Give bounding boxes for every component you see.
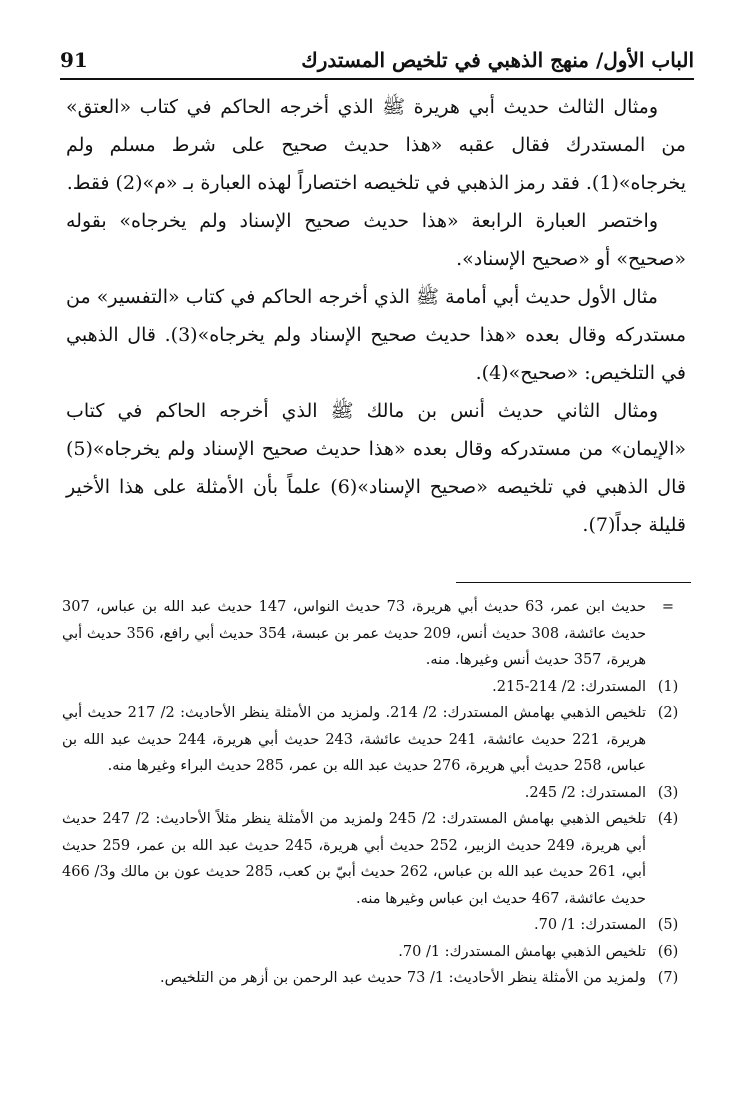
paragraph-first-example: مثال الأول حديث أبي أمامة ﷺ الذي أخرجه الحاكم في كتاب «التفسير» من مستدركه وقال بعده «هذا حديث صحيح الإسناد ولم يخرجاه»(3). قال الذهبي في التلخيص: «صحيح»(4).: [66, 286, 687, 384]
footnote-marker: (7): [657, 970, 679, 986]
footnote-marker: (3): [657, 784, 679, 801]
main-text: [66, 88, 686, 544]
footnote-3: [62, 780, 690, 807]
footnote-marker: (1): [657, 678, 679, 695]
footnotes: [62, 594, 690, 992]
footnote-1: [62, 674, 690, 701]
footnote-2: [62, 700, 690, 780]
footnote-marker: (5): [657, 917, 679, 933]
footnote-marker: (2): [657, 705, 679, 721]
running-header: [60, 40, 694, 80]
footnote-text: ولمزيد من الأمثلة ينظر الأحاديث: 1/ 73 حديث عبد الرحمن بن أزهر من التلخيص.: [160, 970, 646, 986]
footnote-continuation: [62, 594, 690, 674]
footnote-4: [62, 806, 690, 912]
footnote-divider: [456, 582, 691, 583]
footnote-text: تلخيص الذهبي بهامش المستدرك: 2/ 245 ولمزيد من الأمثلة ينظر مثلاً الأحاديث: 2/ 247 حديث أبي هريرة، 249 حديث الزبير، 252 حديث أبي هريرة، 245 حديث عبد الله بن عمر، 259 حديث أبي، 261 حديث عبد الله بن عباس، 262 حديث أبيّ بن كعب، 285 حديث عون بن مالك و3/ 466 حديث عائشة، 467 حديث ابن عباس وغيرها منه.: [62, 811, 646, 907]
footnote-text: تلخيص الذهبي بهامش المستدرك: 1/ 70.: [398, 943, 646, 960]
page-number: 91: [60, 48, 88, 72]
footnote-5: [62, 912, 690, 939]
paragraph-second-example: ومثال الثاني حديث أنس بن مالك ﷺ الذي أخرجه الحاكم في كتاب «الإيمان» من مستدركه وقال بعده «هذا حديث صحيح الإسناد ولم يخرجاه»(5) قال الذهبي في تلخيصه «صحيح الإسناد»(6) علماً بأن الأمثلة على هذا الأخير قليلة جداً(7).: [66, 400, 686, 536]
footnote-marker: (4): [657, 811, 679, 827]
footnote-7: [62, 965, 690, 992]
footnote-text: المستدرك: 2/ 245.: [524, 784, 646, 801]
footnote-text: تلخيص الذهبي بهامش المستدرك: 2/ 214. ولمزيد من الأمثلة ينظر الأحاديث: 2/ 217 حديث أبي هريرة، 221 حديث عائشة، 241 حديث عائشة، 243 حديث أبي هريرة، 244 حديث عبد الله بن عباس، 258 حديث أبي هريرة، 276 حديث عبد الله بن عمر، 285 حديث البراء وغيرها منه.: [62, 705, 647, 774]
footnote-marker: =: [661, 599, 675, 615]
footnote-6: [62, 939, 690, 966]
footnote-text: المستدرك: 2/ 214-215.: [492, 678, 646, 695]
chapter-title: الباب الأول/ منهج الذهبي في تلخيص المستدرك: [301, 48, 694, 72]
paragraph-fourth-phrase: واختصر العبارة الرابعة «هذا حديث صحيح الإسناد ولم يخرجاه» بقوله «صحيح» أو «صحيح الإسناد».: [66, 210, 686, 270]
paragraph-third-example: ومثال الثالث حديث أبي هريرة ﷺ الذي أخرجه الحاكم في كتاب «العتق» من المستدرك فقال عقبه «هذا حديث صحيح على شرط مسلم ولم يخرجاه»(1). فقد رمز الذهبي في تلخيصه اختصاراً لهذه العبارة بـ «م»(2) فقط.: [66, 96, 686, 194]
footnote-marker: (6): [657, 943, 679, 960]
footnote-text: حديث ابن عمر، 63 حديث أبي هريرة، 73 حديث النواس، 147 حديث عبد الله بن عباس، 307 حديث عائشة، 308 حديث أنس، 209 حديث عمر بن عبسة، 354 حديث أبي رافع، 356 حديث أبي هريرة، 357 حديث أنس وغيرها. منه.: [62, 599, 647, 668]
footnote-text: المستدرك: 1/ 70.: [534, 917, 646, 933]
